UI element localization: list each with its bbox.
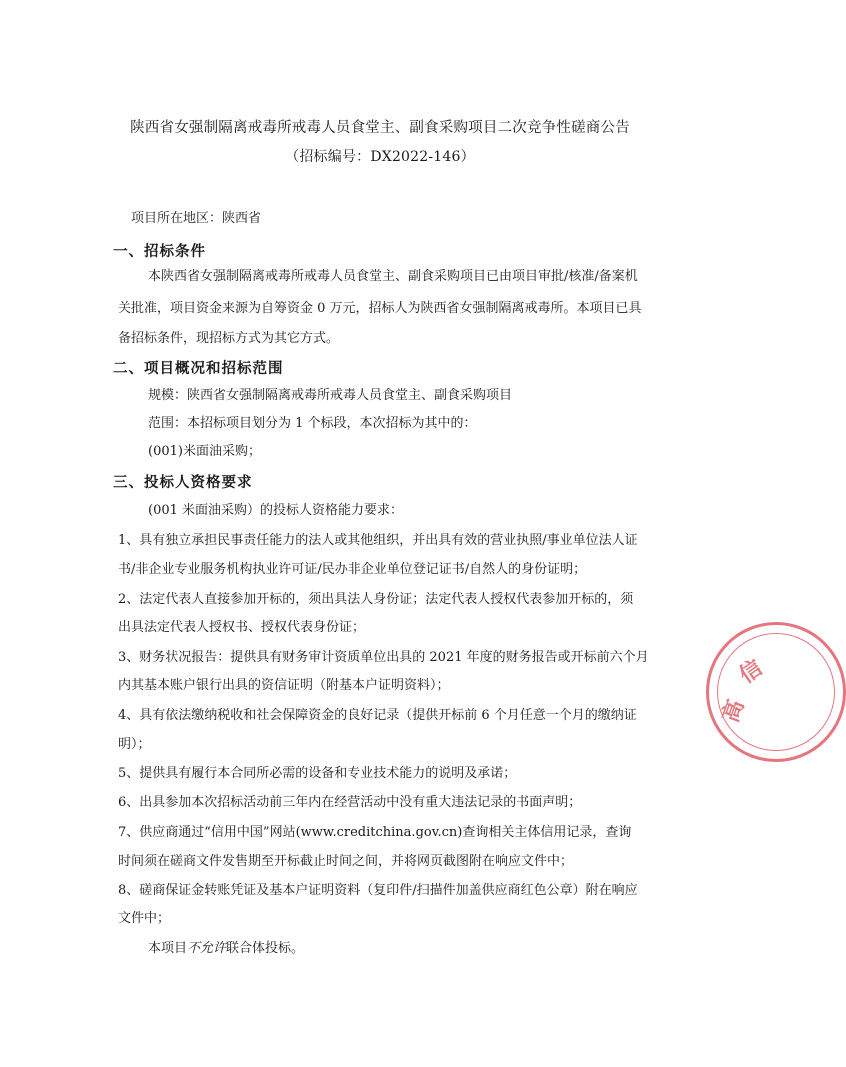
- paragraph-line: 备招标条件，现招标方式为其它方式。: [118, 331, 340, 346]
- section-heading-qualification: 三、投标人资格要求: [113, 475, 253, 491]
- consortium-prefix: 本项目: [148, 941, 188, 956]
- requirement-line: 出具法定代表人授权书、授权代表身份证；: [118, 620, 366, 635]
- paragraph-line: 本陕西省女强制隔离戒毒所戒毒人员食堂主、副食采购项目已由项目审批/核准/备案机: [148, 269, 638, 284]
- tender-number: （招标编号：DX2022-146）: [285, 149, 475, 165]
- red-seal-stamp: [706, 622, 846, 762]
- requirement-line: 2、法定代表人直接参加开标的，须出具法人身份证；法定代表人授权代表参加开标的，须: [118, 592, 634, 607]
- project-scale: 规模：陕西省女强制隔离戒毒所戒毒人员食堂主、副食采购项目: [148, 388, 513, 403]
- requirement-line: 明）；: [118, 737, 151, 752]
- seal-inner-ring: [717, 633, 835, 751]
- consortium-not-allowed: 不允许: [187, 941, 227, 956]
- consortium-statement: [148, 940, 304, 958]
- announcement-title: 陕西省女强制隔离戒毒所戒毒人员食堂主、副食采购项目二次竞争性磋商公告: [130, 120, 630, 136]
- lot-item: (001)米面油采购；: [148, 444, 261, 459]
- requirement-line: 1、具有独立承担民事责任能力的法人或其他组织，并出具有效的营业执照/事业单位法人证: [118, 533, 638, 548]
- project-scope: 范围：本招标项目划分为 1 个标段，本次招标为其中的：: [148, 416, 477, 431]
- requirement-line: 书/非企业专业服务机构执业许可证/民办非企业单位登记证书/自然人的身份证明；: [118, 562, 587, 577]
- section-heading-conditions: 一、招标条件: [113, 244, 206, 260]
- requirement-line: 6、出具参加本次招标活动前三年内在经营活动中没有重大违法记录的书面声明；: [118, 795, 582, 810]
- requirement-line: 5、提供具有履行本合同所必需的设备和专业技术能力的说明及承诺；: [118, 766, 517, 781]
- seal-char: 信: [734, 655, 768, 689]
- paragraph-line: 关批准，项目资金来源为自筹资金 0 万元，招标人为陕西省女强制隔离戒毒所。本项目已具: [118, 301, 642, 316]
- qualification-intro: (001 米面油采购）的投标人资格能力要求：: [148, 503, 404, 518]
- requirement-line: 7、供应商通过“信用中国”网站(www.creditchina.gov.cn)查询相关主体信用记录，查询: [118, 825, 632, 840]
- requirement-line: 时间须在磋商文件发售期至开标截止时间之间，并将网页截图附在响应文件中；: [118, 854, 574, 869]
- requirement-line: 内其基本账户银行出具的资信证明（附基本户证明资料）；: [118, 678, 450, 693]
- requirement-line: 3、财务状况报告：提供具有财务审计资质单位出具的 2021 年度的财务报告或开标前六个月: [118, 650, 649, 665]
- requirement-line: 4、具有依法缴纳税收和社会保障资金的良好记录（提供开标前 6 个月任意一个月的缴纳证: [118, 708, 637, 723]
- section-heading-overview: 二、项目概况和招标范围: [113, 361, 284, 377]
- project-location: 项目所在地区：陕西省: [131, 211, 262, 226]
- consortium-suffix: 联合体投标。: [226, 941, 305, 956]
- requirement-line: 8、磋商保证金转账凭证及基本户证明资料（复印件/扫描件加盖供应商红色公章）附在响应: [118, 883, 638, 898]
- requirement-line: 文件中；: [118, 911, 171, 926]
- seal-char: 高: [718, 696, 750, 726]
